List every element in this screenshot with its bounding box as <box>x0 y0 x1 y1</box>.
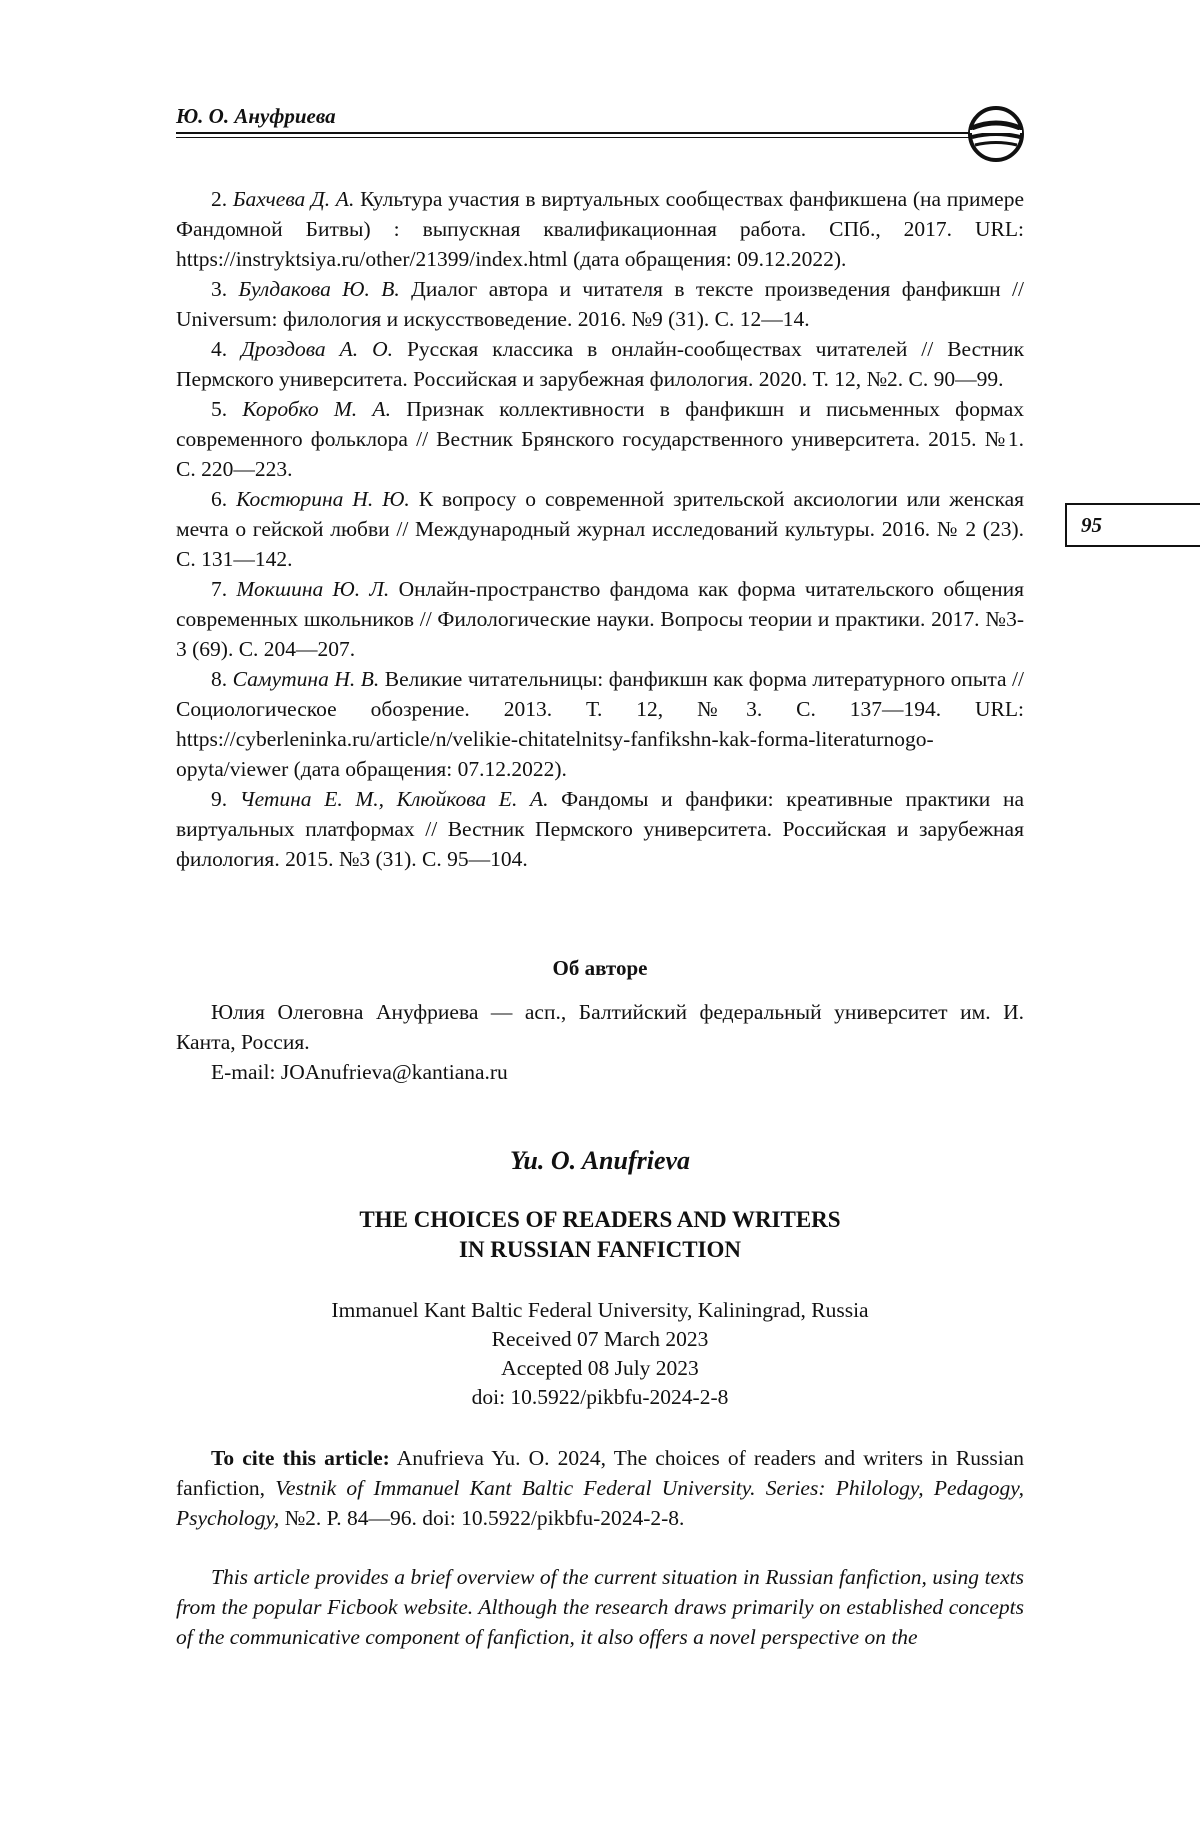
reference-item: 9. Четина Е. М., Клюйкова Е. А. Фандомы и фанфики: креативные практики на виртуальных платформах // Вестник Пермского университета. Российская и зарубежная филология. 2015. №3 (31). С. 95—104. <box>176 787 1025 871</box>
header-rule <box>176 132 970 134</box>
reference-item: 3. Булдакова Ю. В. Диалог автора и читателя в тексте произведения фанфикшн // Universum: филология и искусствоведение. 2016. №9 (31). С. 12—14. <box>176 277 1025 331</box>
accepted-date: Accepted 08 July 2023 <box>501 1356 699 1380</box>
reference-item: 5. Коробко М. А. Признак коллективности в фанфикшн и письменных формах современного фольклора // Вестник Брянского государственного университета. 2015. №1. С. 220—223. <box>176 397 1024 481</box>
doi: doi: 10.5922/pikbfu-2024-2-8 <box>471 1385 729 1409</box>
author-email: E-mail: JOAnufrieva@kantiana.ru <box>211 1060 508 1084</box>
page-number: 95 <box>1081 513 1102 537</box>
running-header-author: Ю. О. Ануфриева <box>176 104 336 128</box>
citation: To cite this article: Anufrieva Yu. O. 2024, The choices of readers and writers in Russian fanfiction, Vestnik of Immanuel Kant Baltic Federal University. Series: Philology, Pedagogy, Psychology, №2. P. 84—96. doi: 10.5922/pikbfu-2024-2-8. <box>176 1446 1025 1530</box>
page-number-box <box>1065 503 1200 547</box>
abstract: This article provides a brief overview of the current situation in Russian fanfiction, using texts from the popular Ficbook website. Although the research draws primarily on established concepts of the communicative component of fanfiction, it also offers a novel perspective on the <box>176 1565 1024 1649</box>
journal-logo-icon <box>966 104 1026 164</box>
about-author-heading: Об авторе <box>552 956 648 980</box>
reference-item: 8. Самутина Н. В. Великие читательницы: фанфикшн как форма литературного опыта // Социологическое обозрение. 2013. Т. 12, №3. С. 137—194. URL: https://cyberleninka.ru/article/n/velikie-chitatelnitsy-fanfikshn-kak-forma-literaturnogo-opyta/viewer (дата обращения: 07.12.2022). <box>176 667 1024 781</box>
header-rule-thin <box>176 137 970 138</box>
english-author: Yu. O. Anufrieva <box>509 1146 691 1175</box>
affiliation: Immanuel Kant Baltic Federal University, Kaliningrad, Russia <box>331 1298 869 1322</box>
reference-item: 4. Дроздова А. О. Русская классика в онлайн-сообществах читателей // Вестник Пермского университета. Российская и зарубежная филология. 2020. Т. 12, №2. С. 90—99. <box>176 337 1025 391</box>
reference-item: 7. Мокшина Ю. Л. Онлайн-пространство фандома как форма читательского общения современных школьников // Филологические науки. Вопросы теории и практики. 2017. №3-3 (69). С. 204—207. <box>176 577 1025 661</box>
english-title: THE CHOICES OF READERS AND WRITERS IN RUSSIAN FANFICTION <box>359 1207 841 1262</box>
author-bio: Юлия Олеговна Ануфриева — асп., Балтийский федеральный университет им. И. Канта, Россия. <box>176 1000 1024 1054</box>
article-meta <box>176 1296 1024 1412</box>
references-list <box>176 184 1024 874</box>
about-author <box>176 997 1024 1087</box>
reference-item: 2. Бахчева Д. А. Культура участия в виртуальных сообществах фанфикшена (на примере Фандомной Битвы) : выпускная квалификационная работа. СПб., 2017. URL: https://instryktsiya.ru/other/21399/index.html (дата обращения: 09.12.2022). <box>176 187 1024 271</box>
reference-item: 6. Костюрина Н. Ю. К вопросу о современной зрительской аксиологии или женская мечта о гейской любви // Международный журнал исследований культуры. 2016. № 2 (23). С. 131—142. <box>176 487 1025 571</box>
received-date: Received 07 March 2023 <box>491 1327 709 1351</box>
